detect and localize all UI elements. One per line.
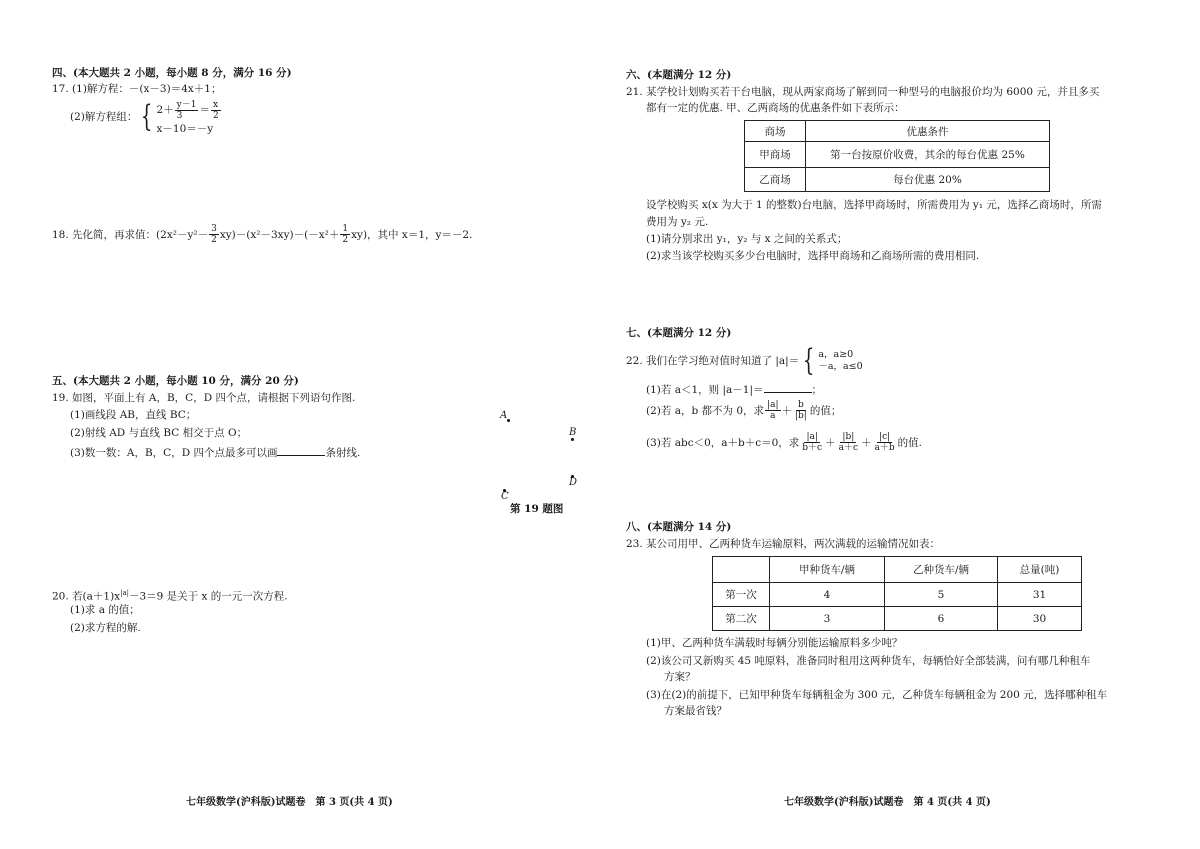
transport-table-header — [713, 557, 1082, 583]
q20-exponent: |a| — [120, 589, 129, 597]
question-21-line3: 设学校购买 x(x 为大于 1 的整数)台电脑，选择甲商场时，所需费用为 y₁ 元，选择乙商场时，所需 — [646, 199, 1102, 211]
question-17-part2 — [70, 98, 222, 136]
question-21-part1: (1)请分别求出 y₁，y₂ 与 x 之间的关系式； — [646, 233, 848, 245]
q20-part-a: 20. 若(a＋1)x — [52, 590, 121, 603]
point-c-label: C — [501, 491, 509, 502]
table-cell: 第一台按原价收费，其余的每台优惠 25% — [806, 142, 1050, 168]
question-23-part1: (1)甲、乙两种货车满载时每辆分别能运输原料多少吨？ — [646, 637, 903, 649]
table-cell: 甲商场 — [745, 142, 806, 168]
q22-3-fraction-1: $\frac{|a|}{b+c}$ — [802, 432, 823, 453]
table-row — [745, 142, 1050, 168]
question-21-line2: 都有一定的优惠. 甲、乙两商场的优惠条件如下表所示： — [646, 102, 905, 114]
q18-fraction-1: $\frac{3}{2}$ — [211, 224, 217, 245]
table-cell: 乙商场 — [745, 168, 806, 192]
q20-part-b: －3＝9 是关于 x 的一元一次方程. — [128, 590, 288, 603]
q19-3-suffix: 条射线. — [325, 447, 361, 459]
plus-sign: ＋ — [861, 436, 872, 449]
eq1-lead: 2＋ — [156, 104, 174, 116]
section-6-header: 六、(本题满分 12 分) — [626, 69, 732, 81]
point-a-label: A — [500, 410, 508, 421]
page-3-footer: 七年级数学(沪科版)试题卷 第 3 页(共 4 页) — [186, 797, 393, 808]
table-cell: 第一次 — [713, 583, 770, 607]
question-22-part3 — [646, 432, 922, 453]
question-23-part2: (2)该公司又新购买 45 吨原料，准备同时租用这两种货车，每辆恰好全部装满，问有哪几种租车 — [646, 655, 1091, 667]
q22-text: 22. 我们在学习绝对值时知道了 |a|＝ — [626, 355, 800, 367]
case-1: a，a≥0 — [818, 349, 854, 360]
q22-2-text: (2)若 a，b 都不为 0，求 — [646, 404, 765, 417]
point-b-dot — [571, 438, 574, 441]
case-2: －a，a≤0 — [818, 361, 863, 372]
table-header-cell — [713, 557, 770, 583]
table-row — [745, 168, 1050, 192]
piecewise-brace: { — [803, 343, 815, 378]
table-cell: 6 — [885, 607, 998, 631]
section-4-header: 四、(本大题共 2 小题，每小题 8 分，满分 16 分) — [52, 67, 292, 79]
discount-table-header — [745, 121, 1050, 142]
piecewise-cases — [818, 349, 862, 373]
q22-2-fraction-1: $\frac{|a|}{a}$ — [767, 400, 779, 421]
page-4-footer: 七年级数学(沪科版)试题卷 第 4 页(共 4 页) — [784, 797, 991, 808]
question-19-part3 — [70, 444, 360, 460]
question-19: 19. 如图，平面上有 A，B，C，D 四个点，请根据下列语句作图. — [52, 392, 356, 404]
table-cell: 每台优惠 20% — [806, 168, 1050, 192]
question-23-part2-cont: 方案？ — [664, 671, 696, 683]
section-7-header: 七、(本题满分 12 分) — [626, 327, 732, 339]
table-cell: 30 — [998, 607, 1082, 631]
point-b-label: B — [569, 427, 577, 438]
q18-part-a: 18. 先化简，再求值：(2x²－y²－ — [52, 228, 209, 241]
figure-19-caption: 第 19 题图 — [510, 503, 564, 515]
table-header-cell: 总量(吨) — [998, 557, 1082, 583]
answer-blank — [277, 444, 325, 456]
q22-3-suffix: 的值. — [897, 436, 923, 449]
table-header-cell: 商场 — [745, 121, 806, 142]
q18-fraction-2: $\frac{1}{2}$ — [342, 224, 349, 245]
question-19-part2: (2)射线 AD 与直线 BC 相交于点 O； — [70, 427, 248, 439]
question-22-part2 — [646, 400, 841, 421]
q22-3-fraction-3: $\frac{|c|}{a+b}$ — [874, 432, 895, 453]
answer-blank — [764, 381, 812, 393]
discount-table — [744, 120, 1050, 192]
question-20-part2: (2)求方程的解. — [70, 622, 141, 634]
q22-3-fraction-2: $\frac{|b|}{a+c}$ — [838, 432, 859, 453]
eq1-equals: ＝ — [199, 104, 210, 116]
question-19-part1: (1)画线段 AB，直线 BC； — [70, 409, 197, 421]
table-cell: 4 — [770, 583, 885, 607]
q22-2-fraction-2: $\frac{b}{|b|}$ — [795, 400, 807, 421]
question-20 — [52, 586, 288, 604]
point-a-dot — [507, 419, 510, 422]
table-header-cell: 优惠条件 — [806, 121, 1050, 142]
q18-part-c: xy)，其中 x＝1，y＝－2. — [351, 228, 473, 241]
question-21-line1: 21. 某学校计划购买若干台电脑，现从两家商场了解到同一种型号的电脑报价均为 6000 元，并且多买 — [626, 86, 1100, 98]
equation-system — [156, 98, 221, 136]
table-row — [713, 583, 1082, 607]
question-22-part1 — [646, 381, 822, 397]
eq1-fraction-right: $\frac{x}{2}$ — [212, 99, 219, 121]
q18-part-b: xy)－(x²－3xy)－(－x²＋ — [219, 228, 340, 241]
table-cell: 第二次 — [713, 607, 770, 631]
table-header-cell: 甲种货车/辆 — [770, 557, 885, 583]
point-d-label: D — [569, 477, 578, 488]
section-8-header: 八、(本题满分 14 分) — [626, 521, 732, 533]
table-header-cell: 乙种货车/辆 — [885, 557, 998, 583]
right-page — [600, 0, 1200, 849]
eq2: x－10＝－y — [156, 123, 214, 135]
plus-sign: ＋ — [781, 404, 792, 417]
question-21-line4: 费用为 y₂ 元. — [646, 216, 709, 228]
q17-2-prefix: (2)解方程组： — [70, 111, 138, 123]
q22-3-text: (3)若 abc＜0，a＋b＋c＝0，求 — [646, 436, 800, 449]
question-23: 23. 某公司用甲、乙两种货车运输原料，两次满载的运输情况如表： — [626, 538, 941, 550]
system-brace: { — [141, 99, 153, 134]
table-cell: 3 — [770, 607, 885, 631]
question-21-part2: (2)求当该学校购买多少台电脑时，选择甲商场和乙商场所需的费用相同. — [646, 250, 980, 262]
plus-sign: ＋ — [825, 436, 836, 449]
table-row — [713, 607, 1082, 631]
question-23-part3-cont: 方案最省钱？ — [664, 705, 727, 717]
table-cell: 31 — [998, 583, 1082, 607]
q22-1-text: (1)若 a＜1，则 |a－1|＝ — [646, 384, 764, 396]
question-20-part1: (1)求 a 的值； — [70, 604, 140, 616]
question-23-part3: (3)在(2)的前提下，已知甲种货车每辆租金为 300 元，乙种货车每辆租金为 200 元，选择哪种租车 — [646, 689, 1108, 701]
question-18 — [52, 224, 472, 245]
eq1-fraction-left: $\frac{y-1}{3}$ — [176, 99, 197, 121]
q22-1-suffix: ； — [811, 384, 823, 396]
transport-table — [712, 556, 1082, 631]
q19-3-text: (3)数一数：A，B，C，D 四个点最多可以画 — [70, 447, 278, 459]
question-22 — [626, 343, 863, 378]
table-cell: 5 — [885, 583, 998, 607]
section-5-header: 五、(本大题共 2 小题，每小题 10 分，满分 20 分) — [52, 375, 299, 387]
q22-2-suffix: 的值； — [809, 404, 842, 417]
question-17-part1: 17. (1)解方程：－(x－3)＝4x＋1； — [52, 83, 222, 95]
